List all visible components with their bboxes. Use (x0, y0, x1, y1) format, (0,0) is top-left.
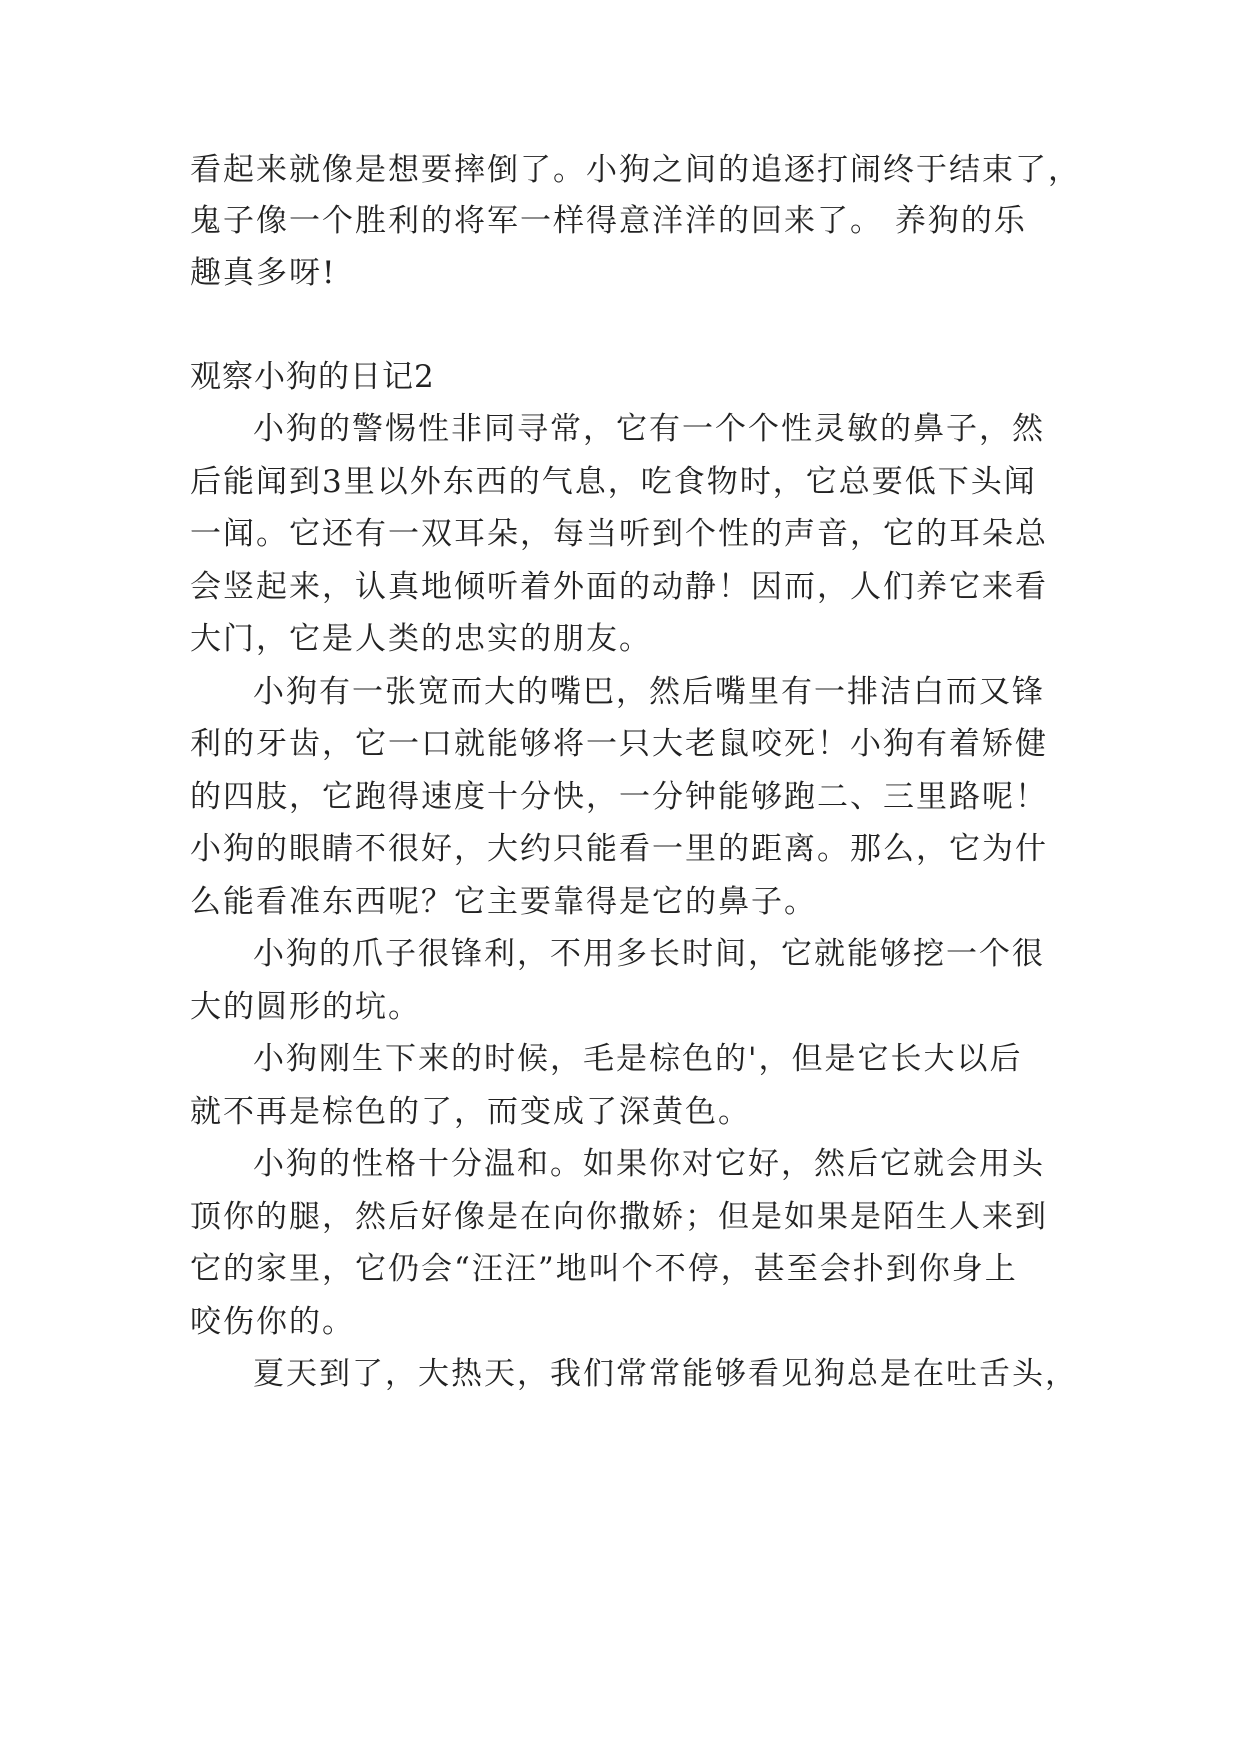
paragraph-line: 利的牙齿，它一口就能够将一只大老鼠咬死！小狗有着矫健 (190, 726, 1048, 762)
paragraph-line: 大门，它是人类的忠实的朋友。 (190, 621, 652, 657)
paragraph-line: 夏天到了，大热天，我们常常能够看见狗总是在吐舌头， (253, 1356, 1078, 1392)
intro-line: 看起来就像是想要摔倒了。小狗之间的追逐打闹终于结束了， (190, 152, 1081, 188)
intro-line: 趣真多呀! (190, 255, 337, 291)
paragraph-line: 小狗的爪子很锋利，不用多长时间，它就能够挖一个很 (253, 936, 1045, 972)
paragraph-line: 后能闻到3里以外东西的气息，吃食物时，它总要低下头闻 (190, 464, 1037, 500)
paragraph-line: 小狗的警惕性非同寻常，它有一个个性灵敏的鼻子，然 (253, 411, 1045, 447)
paragraph-line: 顶你的腿，然后好像是在向你撒娇；但是如果是陌生人来到 (190, 1199, 1048, 1235)
paragraph-line: 小狗的性格十分温和。如果你对它好，然后它就会用头 (253, 1146, 1045, 1182)
paragraph-line: 小狗刚生下来的时候，毛是棕色的'，但是它长大以后 (253, 1041, 1023, 1077)
paragraph-line: 大的圆形的坑。 (190, 989, 421, 1025)
paragraph-line: 它的家里，它仍会“汪汪”地叫个不停，甚至会扑到你身上 (190, 1251, 1018, 1287)
paragraph-line: 小狗的眼睛不很好，大约只能看一里的距离。那么，它为什 (190, 831, 1048, 867)
paragraph-line: 一闻。它还有一双耳朵，每当听到个性的声音，它的耳朵总 (190, 516, 1048, 552)
paragraph-line: 的四肢，它跑得速度十分快，一分钟能够跑二、三里路呢！ (190, 779, 1048, 815)
paragraph-line: 么能看准东西呢？它主要靠得是它的鼻子。 (190, 884, 817, 920)
paragraph-line: 小狗有一张宽而大的嘴巴，然后嘴里有一排洁白而又锋 (253, 674, 1045, 710)
paragraph-line: 会竖起来，认真地倾听着外面的动静！因而，人们养它来看 (190, 569, 1048, 605)
paragraph-line: 就不再是棕色的了，而变成了深黄色。 (190, 1094, 751, 1130)
section-title: 观察小狗的日记2 (190, 359, 435, 395)
paragraph-line: 咬伤你的。 (190, 1304, 355, 1340)
intro-line: 鬼子像一个胜利的将军一样得意洋洋的回来了。 养狗的乐 (190, 203, 1027, 239)
